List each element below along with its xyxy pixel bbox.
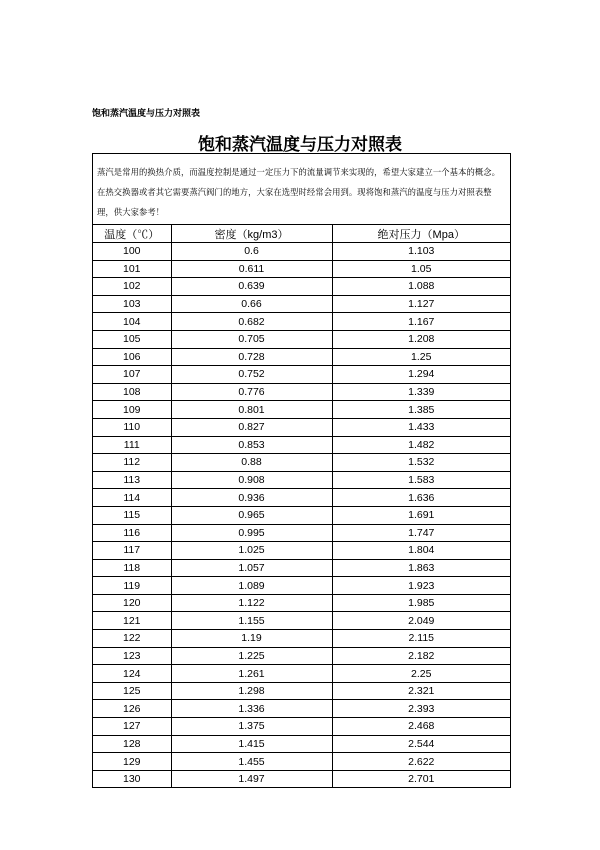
temperature-cell: 115 [93, 506, 171, 524]
document-header-title: 饱和蒸汽温度与压力对照表 [92, 109, 201, 119]
table-row [93, 278, 510, 296]
table-row [93, 489, 510, 507]
table-row [93, 682, 510, 700]
temperature-cell: 123 [93, 647, 171, 665]
table-row [93, 243, 510, 261]
temperature-cell: 100 [93, 243, 171, 261]
density-cell: 1.261 [171, 665, 332, 683]
pressure-cell: 1.088 [332, 278, 510, 296]
table-row [93, 770, 510, 787]
temperature-cell: 112 [93, 454, 171, 472]
temperature-cell: 107 [93, 366, 171, 384]
pressure-cell: 1.294 [332, 366, 510, 384]
temperature-cell: 128 [93, 735, 171, 753]
page-title: 饱和蒸汽温度与压力对照表 [198, 135, 402, 155]
density-cell: 1.225 [171, 647, 332, 665]
table-row [93, 665, 510, 683]
pressure-cell: 1.691 [332, 506, 510, 524]
table-row [93, 647, 510, 665]
table-row [93, 753, 510, 771]
pressure-cell: 1.385 [332, 401, 510, 419]
table-row [93, 295, 510, 313]
table-row [93, 454, 510, 472]
table-row [93, 260, 510, 278]
temperature-cell: 103 [93, 295, 171, 313]
density-cell: 1.025 [171, 542, 332, 560]
table-row [93, 418, 510, 436]
density-cell: 1.122 [171, 594, 332, 612]
table-row [93, 612, 510, 630]
pressure-cell: 1.923 [332, 577, 510, 595]
pressure-cell: 1.636 [332, 489, 510, 507]
header-density: 密度（kg/m3） [171, 225, 332, 243]
temperature-cell: 124 [93, 665, 171, 683]
pressure-cell: 1.804 [332, 542, 510, 560]
temperature-cell: 116 [93, 524, 171, 542]
density-cell: 1.155 [171, 612, 332, 630]
table-row [93, 436, 510, 454]
table-row [93, 366, 510, 384]
temperature-cell: 113 [93, 471, 171, 489]
temperature-cell: 129 [93, 753, 171, 771]
density-cell: 0.639 [171, 278, 332, 296]
pressure-cell: 1.05 [332, 260, 510, 278]
table-frame [92, 153, 511, 788]
temperature-cell: 108 [93, 383, 171, 401]
density-cell: 1.497 [171, 770, 332, 787]
density-cell: 1.455 [171, 753, 332, 771]
temperature-cell: 106 [93, 348, 171, 366]
table-row [93, 524, 510, 542]
pressure-cell: 1.208 [332, 330, 510, 348]
table-row [93, 700, 510, 718]
pressure-cell: 2.321 [332, 682, 510, 700]
density-cell: 1.298 [171, 682, 332, 700]
pressure-cell: 1.25 [332, 348, 510, 366]
table-row [93, 471, 510, 489]
pressure-cell: 2.544 [332, 735, 510, 753]
temperature-cell: 109 [93, 401, 171, 419]
table-row [93, 330, 510, 348]
header-temperature: 温度（℃） [93, 225, 171, 243]
temperature-cell: 130 [93, 770, 171, 787]
density-cell: 0.801 [171, 401, 332, 419]
pressure-cell: 1.482 [332, 436, 510, 454]
pressure-cell: 2.115 [332, 630, 510, 648]
temperature-cell: 119 [93, 577, 171, 595]
table-row [93, 401, 510, 419]
pressure-cell: 1.127 [332, 295, 510, 313]
pressure-cell: 2.182 [332, 647, 510, 665]
pressure-cell: 2.468 [332, 718, 510, 736]
steam-table [93, 225, 510, 787]
density-cell: 0.705 [171, 330, 332, 348]
table-row [93, 348, 510, 366]
density-cell: 1.375 [171, 718, 332, 736]
table-row [93, 559, 510, 577]
temperature-cell: 104 [93, 313, 171, 331]
table-row [93, 718, 510, 736]
temperature-cell: 105 [93, 330, 171, 348]
header-pressure: 绝对压力（Mpa） [332, 225, 510, 243]
pressure-cell: 1.339 [332, 383, 510, 401]
pressure-cell: 2.622 [332, 753, 510, 771]
temperature-cell: 120 [93, 594, 171, 612]
table-row [93, 506, 510, 524]
temperature-cell: 126 [93, 700, 171, 718]
density-cell: 1.19 [171, 630, 332, 648]
table-row [93, 630, 510, 648]
density-cell: 0.995 [171, 524, 332, 542]
density-cell: 0.682 [171, 313, 332, 331]
density-cell: 0.728 [171, 348, 332, 366]
table-row [93, 577, 510, 595]
density-cell: 0.752 [171, 366, 332, 384]
table-row [93, 383, 510, 401]
temperature-cell: 125 [93, 682, 171, 700]
density-cell: 0.936 [171, 489, 332, 507]
density-cell: 0.6 [171, 243, 332, 261]
pressure-cell: 1.863 [332, 559, 510, 577]
table-row [93, 313, 510, 331]
density-cell: 1.336 [171, 700, 332, 718]
pressure-cell: 2.701 [332, 770, 510, 787]
table-row [93, 735, 510, 753]
pressure-cell: 2.25 [332, 665, 510, 683]
temperature-cell: 122 [93, 630, 171, 648]
pressure-cell: 1.532 [332, 454, 510, 472]
density-cell: 0.965 [171, 506, 332, 524]
temperature-cell: 127 [93, 718, 171, 736]
density-cell: 1.415 [171, 735, 332, 753]
temperature-cell: 117 [93, 542, 171, 560]
density-cell: 0.66 [171, 295, 332, 313]
intro-paragraph: 蒸汽是常用的换热介质，而温度控制是通过一定压力下的流量调节来实现的，希望大家建立一个基本的概念。在热交换器或者其它需要蒸汽阀门的地方，大家在选型时经常会用到。现将饱和蒸汽的温度与压力对照表整理，供大家参考！ [93, 154, 510, 225]
table-row [93, 594, 510, 612]
temperature-cell: 101 [93, 260, 171, 278]
temperature-cell: 114 [93, 489, 171, 507]
pressure-cell: 1.433 [332, 418, 510, 436]
density-cell: 0.776 [171, 383, 332, 401]
pressure-cell: 1.167 [332, 313, 510, 331]
pressure-cell: 1.583 [332, 471, 510, 489]
pressure-cell: 2.049 [332, 612, 510, 630]
pressure-cell: 2.393 [332, 700, 510, 718]
pressure-cell: 1.103 [332, 243, 510, 261]
density-cell: 1.089 [171, 577, 332, 595]
density-cell: 0.853 [171, 436, 332, 454]
density-cell: 0.827 [171, 418, 332, 436]
temperature-cell: 111 [93, 436, 171, 454]
temperature-cell: 121 [93, 612, 171, 630]
temperature-cell: 102 [93, 278, 171, 296]
density-cell: 0.88 [171, 454, 332, 472]
temperature-cell: 110 [93, 418, 171, 436]
table-row [93, 542, 510, 560]
temperature-cell: 118 [93, 559, 171, 577]
pressure-cell: 1.747 [332, 524, 510, 542]
density-cell: 0.611 [171, 260, 332, 278]
density-cell: 0.908 [171, 471, 332, 489]
density-cell: 1.057 [171, 559, 332, 577]
table-header-row [93, 225, 510, 243]
pressure-cell: 1.985 [332, 594, 510, 612]
